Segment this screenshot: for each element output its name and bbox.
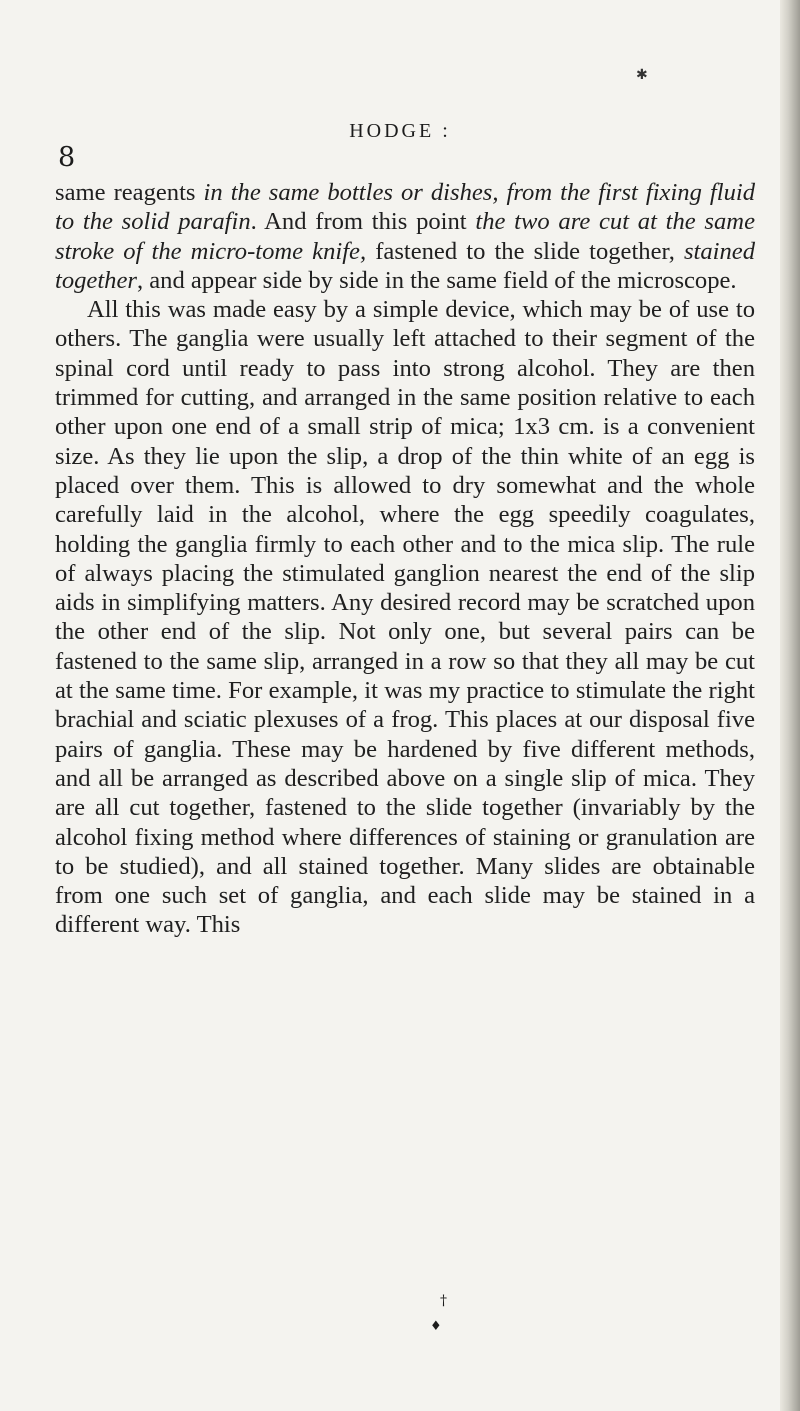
page-binding-edge <box>780 0 800 1411</box>
body-text <box>55 178 755 940</box>
footer-mark: † <box>440 1293 447 1309</box>
italic-phrase: stained together <box>55 237 755 294</box>
page-number: 8 <box>58 142 76 173</box>
corner-mark: ✱ <box>636 67 648 83</box>
text-run: , and appear side by side in the same field of the microscope. <box>136 266 737 294</box>
paragraph-1 <box>55 178 755 295</box>
paragraph-2: All this was made easy by a simple device, which may be of use to others. The ganglia were usually left attached to their segment of the spinal cord until ready to pass into strong alcohol. They are then trimmed for cutting, and arranged in the same position relative to each other upon one end of a small strip of mica; 1x3 cm. is a convenient size. As they lie upon the slip, a drop of the thin white of an egg is placed over them. This is allowed to dry somewhat and the whole carefully laid in the alcohol, where the egg speedily coagulates, holding the ganglia firmly to each other and to the mica slip. The rule of always placing the stimulated ganglion nearest the end of the slip aids in simplifying matters. Any desired record may be scratched upon the other end of the slip. Not only one, but several pairs can be fastened to the same slip, arranged in a row so that they all may be cut at the same time. For example, it was my practice to stimulate the right brachial and sciatic plexuses of a frog. This places at our disposal five pairs of ganglia. These may be hardened by five different methods, and all be arranged as described above on a single slip of mica. They are all cut together, fastened to the slide together (invariably by the alcohol fixing method where differences of staining or granulation are to be studied), and all stained together. Many slides are obtainable from one such set of ganglia, and each slide may be stained in a different way. This <box>55 296 755 939</box>
running-head: HODGE : <box>349 120 451 142</box>
text-run: fastened to the slide together, <box>366 237 684 265</box>
text-run: . And from this point <box>250 208 476 236</box>
text-run: same reagents <box>55 179 204 206</box>
italic-phrase: the two are cut at the same stroke of the micro-tome knife, <box>55 208 755 265</box>
footer-dot: ♦ <box>430 1319 442 1334</box>
italic-phrase: in the same bottles or dishes, from the first fixing fluid to the solid parafin <box>55 179 756 236</box>
